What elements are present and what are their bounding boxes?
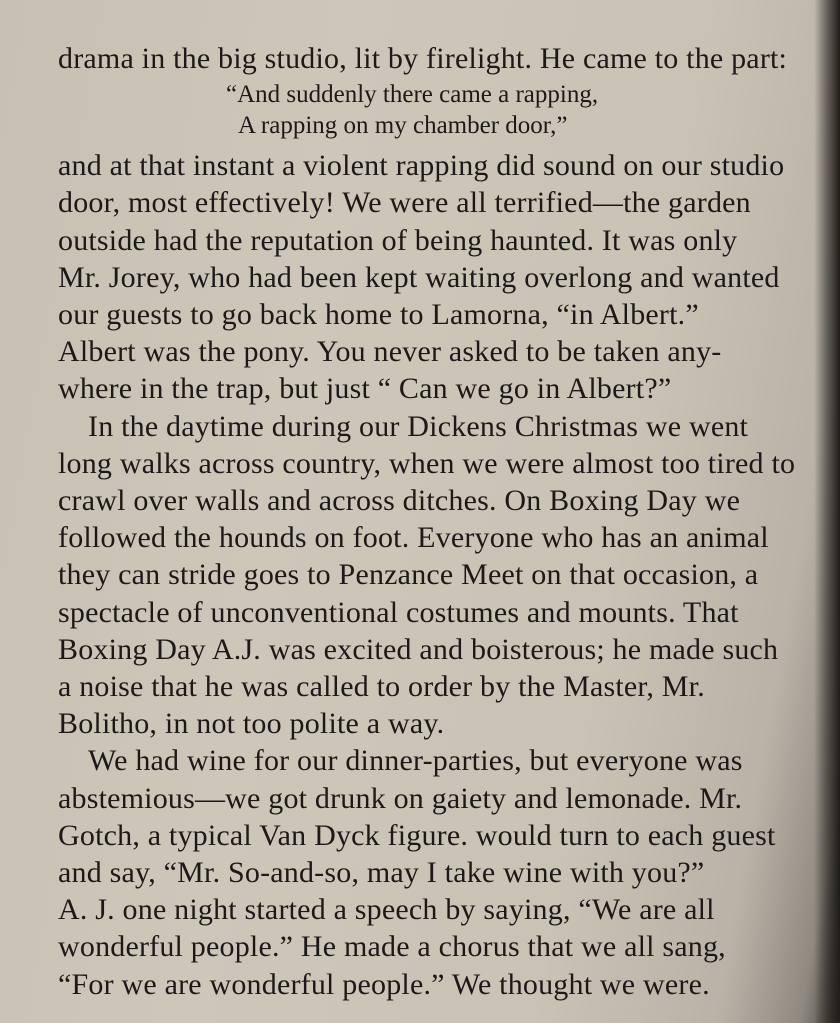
quote-line: A rapping on my chamber door,” [238, 112, 568, 140]
text-line: a noise that he was called to order by the Master, Mr. [58, 670, 705, 704]
book-spine-shadow [814, 0, 840, 1023]
poem-quote [58, 79, 828, 141]
text-line: they can stride goes to Penzance Meet on that occasion, a [58, 558, 759, 592]
text-line: Bolitho, in not too polite a way. [58, 707, 445, 741]
text-line: “For we are wonderful people.” We thought we were. [58, 967, 710, 1001]
text-line: door, most effectively! We were all terrified—the garden [58, 186, 751, 220]
text-line: drama in the big studio, lit by firelight. He came to the part: [58, 42, 788, 75]
text-line: Boxing Day A.J. was excited and boisterous; he made such [58, 632, 779, 666]
text-line: wonderful people.” He made a chorus that we all sang, [58, 930, 726, 964]
paragraph [58, 408, 828, 743]
page-text [58, 40, 828, 1003]
text-line: our guests to go back home to Lamorna, “in Albert.” [58, 298, 699, 332]
text-line: long walks across country, when we were almost too tired to [58, 446, 796, 480]
quote-line: “And suddenly there came a rapping, [226, 81, 599, 109]
text-line: abstemious—we got drunk on gaiety and lemonade. Mr. [58, 781, 743, 815]
text-line: Albert was the pony. You never asked to be taken any- [58, 335, 722, 369]
text-line: spectacle of unconventional costumes and mounts. That [58, 595, 739, 629]
text-line: crawl over walls and across ditches. On Boxing Day we [58, 484, 741, 518]
text-line: and say, “Mr. So-and-so, may I take wine with you?” [58, 856, 705, 890]
text-line: where in the trap, but just “ Can we go in Albert?” [58, 372, 672, 406]
text-line: Gotch, a typical Van Dyck figure. would turn to each guest [58, 818, 776, 852]
text-line: We had wine for our dinner-parties, but everyone was [88, 744, 743, 778]
text-line: followed the hounds on foot. Everyone who has an animal [58, 521, 769, 555]
paragraph [58, 147, 828, 407]
text-line: A. J. one night started a speech by saying, “We are all [58, 893, 715, 927]
text-line: Mr. Jorey, who had been kept waiting overlong and wanted [58, 260, 780, 294]
text-line: In the daytime during our Dickens Christmas we went [88, 409, 749, 443]
text-line: and at that instant a violent rapping did sound on our studio [58, 149, 785, 183]
text-line: outside had the reputation of being haunted. It was only [58, 223, 738, 257]
paragraph [58, 742, 828, 1002]
